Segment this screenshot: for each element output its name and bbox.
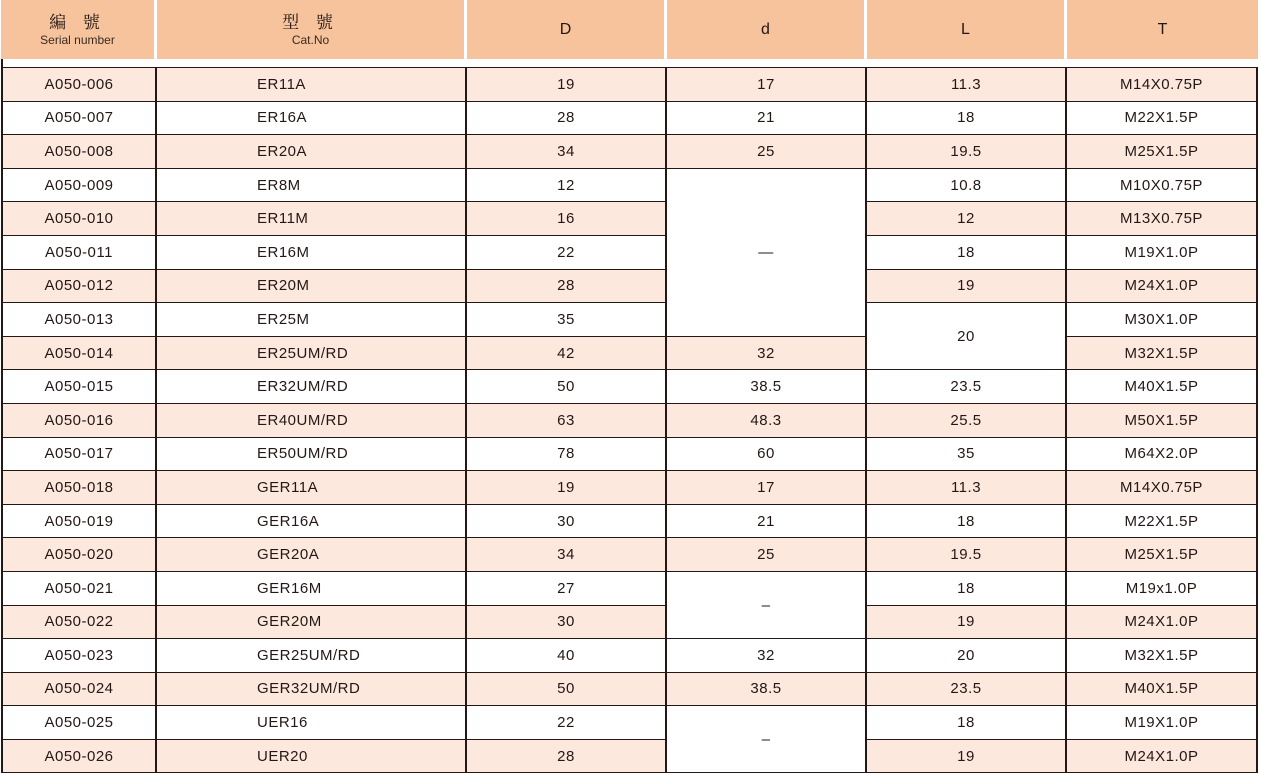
cell-T: M14X0.75P: [1067, 67, 1258, 102]
cell-L: 23.5: [867, 370, 1067, 404]
cell-D: 27: [467, 572, 667, 606]
table-row: [1, 102, 1258, 136]
table-row: [1, 270, 1258, 304]
cell-catno: ER40UM/RD: [157, 404, 467, 438]
cell-L: 19.5: [867, 538, 1067, 572]
cell-D: 28: [467, 102, 667, 136]
cell-L: 35: [867, 438, 1067, 472]
cell-serial: A050-010: [1, 202, 157, 236]
cell-catno: GER32UM/RD: [157, 673, 467, 707]
cell-d: 17: [667, 471, 867, 505]
header-T-label: T: [1157, 20, 1168, 38]
cell-T: M40X1.5P: [1067, 673, 1258, 707]
cell-catno: GER16A: [157, 505, 467, 539]
cell-serial: A050-020: [1, 538, 157, 572]
cell-D: 34: [467, 135, 667, 169]
cell-catno: ER50UM/RD: [157, 438, 467, 472]
cell-L: 18: [867, 572, 1067, 606]
cell-serial: A050-016: [1, 404, 157, 438]
cell-catno: GER16M: [157, 572, 467, 606]
table-row: [1, 236, 1258, 270]
cell-d: 32: [667, 337, 867, 371]
cell-T: M24X1.0P: [1067, 606, 1258, 640]
cell-D: 34: [467, 538, 667, 572]
cell-D: 35: [467, 303, 667, 337]
cell-T: M22X1.5P: [1067, 505, 1258, 539]
cell-catno: UER16: [157, 706, 467, 740]
cell-D: 78: [467, 438, 667, 472]
cell-D: 22: [467, 236, 667, 270]
spec-table: [1, 0, 1258, 773]
cell-D: 19: [467, 67, 667, 102]
cell-D: 63: [467, 404, 667, 438]
header-d-label: d: [761, 20, 770, 38]
header-L: [867, 0, 1067, 59]
cell-d: 21: [667, 102, 867, 136]
cell-serial: A050-019: [1, 505, 157, 539]
cell-T: M22X1.5P: [1067, 102, 1258, 136]
cell-T: M50X1.5P: [1067, 404, 1258, 438]
cell-catno: ER16M: [157, 236, 467, 270]
cell-d: 17: [667, 67, 867, 102]
cell-L: 19: [867, 740, 1067, 774]
table-row: [1, 740, 1258, 774]
cell-D: 28: [467, 270, 667, 304]
cell-d: –: [667, 572, 867, 639]
cell-T: M40X1.5P: [1067, 370, 1258, 404]
cell-d: 25: [667, 538, 867, 572]
cell-L: 19.5: [867, 135, 1067, 169]
table-row: [1, 538, 1258, 572]
cell-L: 10.8: [867, 169, 1067, 203]
cell-serial: A050-026: [1, 740, 157, 774]
cell-L: 18: [867, 706, 1067, 740]
cell-d: 32: [667, 639, 867, 673]
cell-catno: ER25UM/RD: [157, 337, 467, 371]
cell-serial: A050-009: [1, 169, 157, 203]
cell-D: 19: [467, 471, 667, 505]
cell-D: 42: [467, 337, 667, 371]
cell-L: 19: [867, 606, 1067, 640]
header-catno-main: 型 號: [282, 12, 339, 32]
cell-L: 25.5: [867, 404, 1067, 438]
cell-T: M14X0.75P: [1067, 471, 1258, 505]
cell-serial: A050-015: [1, 370, 157, 404]
cell-catno: ER20A: [157, 135, 467, 169]
header-D-label: D: [559, 20, 572, 38]
table-row: [1, 67, 1258, 102]
cell-L: 18: [867, 102, 1067, 136]
cell-catno: ER11A: [157, 67, 467, 102]
cell-catno: GER25UM/RD: [157, 639, 467, 673]
cell-T: M19x1.0P: [1067, 572, 1258, 606]
cell-catno: ER32UM/RD: [157, 370, 467, 404]
table-row: [1, 135, 1258, 169]
cell-T: M19X1.0P: [1067, 706, 1258, 740]
cell-L: 11.3: [867, 471, 1067, 505]
cell-T: M64X2.0P: [1067, 438, 1258, 472]
table-row: [1, 370, 1258, 404]
header-catno-sub: Cat.No: [291, 32, 330, 47]
gap-cell: [1, 59, 1258, 67]
table-row: [1, 404, 1258, 438]
cell-L: 18: [867, 505, 1067, 539]
cell-serial: A050-014: [1, 337, 157, 371]
header-serial: [1, 0, 157, 59]
cell-T: M25X1.5P: [1067, 538, 1258, 572]
cell-catno: ER8M: [157, 169, 467, 203]
table-row: [1, 606, 1258, 640]
cell-serial: A050-018: [1, 471, 157, 505]
table-row: [1, 505, 1258, 539]
cell-L: 20: [867, 303, 1067, 370]
cell-D: 28: [467, 740, 667, 774]
cell-D: 30: [467, 606, 667, 640]
table-row: [1, 673, 1258, 707]
cell-catno: ER16A: [157, 102, 467, 136]
cell-serial: A050-025: [1, 706, 157, 740]
cell-D: 22: [467, 706, 667, 740]
cell-L: 19: [867, 270, 1067, 304]
cell-catno: ER20M: [157, 270, 467, 304]
cell-serial: A050-017: [1, 438, 157, 472]
header-serial-main: 編 號: [49, 12, 106, 32]
cell-T: M32X1.5P: [1067, 337, 1258, 371]
cell-serial: A050-012: [1, 270, 157, 304]
table-row: [1, 706, 1258, 740]
header-D: [467, 0, 667, 59]
table-row: [1, 572, 1258, 606]
cell-serial: A050-021: [1, 572, 157, 606]
cell-T: M25X1.5P: [1067, 135, 1258, 169]
cell-D: 16: [467, 202, 667, 236]
table-row: [1, 202, 1258, 236]
cell-T: M24X1.0P: [1067, 270, 1258, 304]
cell-D: 40: [467, 639, 667, 673]
cell-catno: GER11A: [157, 471, 467, 505]
cell-d: —: [667, 169, 867, 337]
header-catno: [157, 0, 467, 59]
cell-d: 38.5: [667, 673, 867, 707]
cell-d: 48.3: [667, 404, 867, 438]
cell-T: M10X0.75P: [1067, 169, 1258, 203]
spec-body: [1, 59, 1258, 773]
cell-D: 12: [467, 169, 667, 203]
cell-L: 18: [867, 236, 1067, 270]
cell-d: 38.5: [667, 370, 867, 404]
header-L-label: L: [961, 20, 970, 38]
cell-T: M19X1.0P: [1067, 236, 1258, 270]
table-row: [1, 337, 1258, 371]
cell-catno: ER25M: [157, 303, 467, 337]
cell-catno: GER20M: [157, 606, 467, 640]
cell-L: 11.3: [867, 67, 1067, 102]
cell-L: 12: [867, 202, 1067, 236]
cell-d: 60: [667, 438, 867, 472]
cell-serial: A050-023: [1, 639, 157, 673]
cell-d: 25: [667, 135, 867, 169]
cell-serial: A050-008: [1, 135, 157, 169]
cell-catno: ER11M: [157, 202, 467, 236]
cell-catno: GER20A: [157, 538, 467, 572]
table-row: [1, 471, 1258, 505]
cell-D: 50: [467, 370, 667, 404]
table-row: [1, 169, 1258, 203]
header-serial-sub: Serial number: [40, 32, 115, 47]
cell-serial: A050-024: [1, 673, 157, 707]
table-row: [1, 303, 1258, 337]
cell-d: 21: [667, 505, 867, 539]
cell-serial: A050-007: [1, 102, 157, 136]
cell-serial: A050-022: [1, 606, 157, 640]
table-row: [1, 438, 1258, 472]
cell-L: 20: [867, 639, 1067, 673]
cell-D: 30: [467, 505, 667, 539]
cell-d: –: [667, 706, 867, 773]
header-gap: [1, 59, 1258, 67]
header-d: [667, 0, 867, 59]
table-row: [1, 639, 1258, 673]
cell-serial: A050-013: [1, 303, 157, 337]
cell-L: 23.5: [867, 673, 1067, 707]
cell-serial: A050-006: [1, 67, 157, 102]
cell-serial: A050-011: [1, 236, 157, 270]
cell-T: M13X0.75P: [1067, 202, 1258, 236]
cell-catno: UER20: [157, 740, 467, 774]
cell-T: M30X1.0P: [1067, 303, 1258, 337]
header-T: [1067, 0, 1258, 59]
cell-T: M32X1.5P: [1067, 639, 1258, 673]
cell-D: 50: [467, 673, 667, 707]
cell-T: M24X1.0P: [1067, 740, 1258, 774]
header-row: [1, 0, 1258, 59]
